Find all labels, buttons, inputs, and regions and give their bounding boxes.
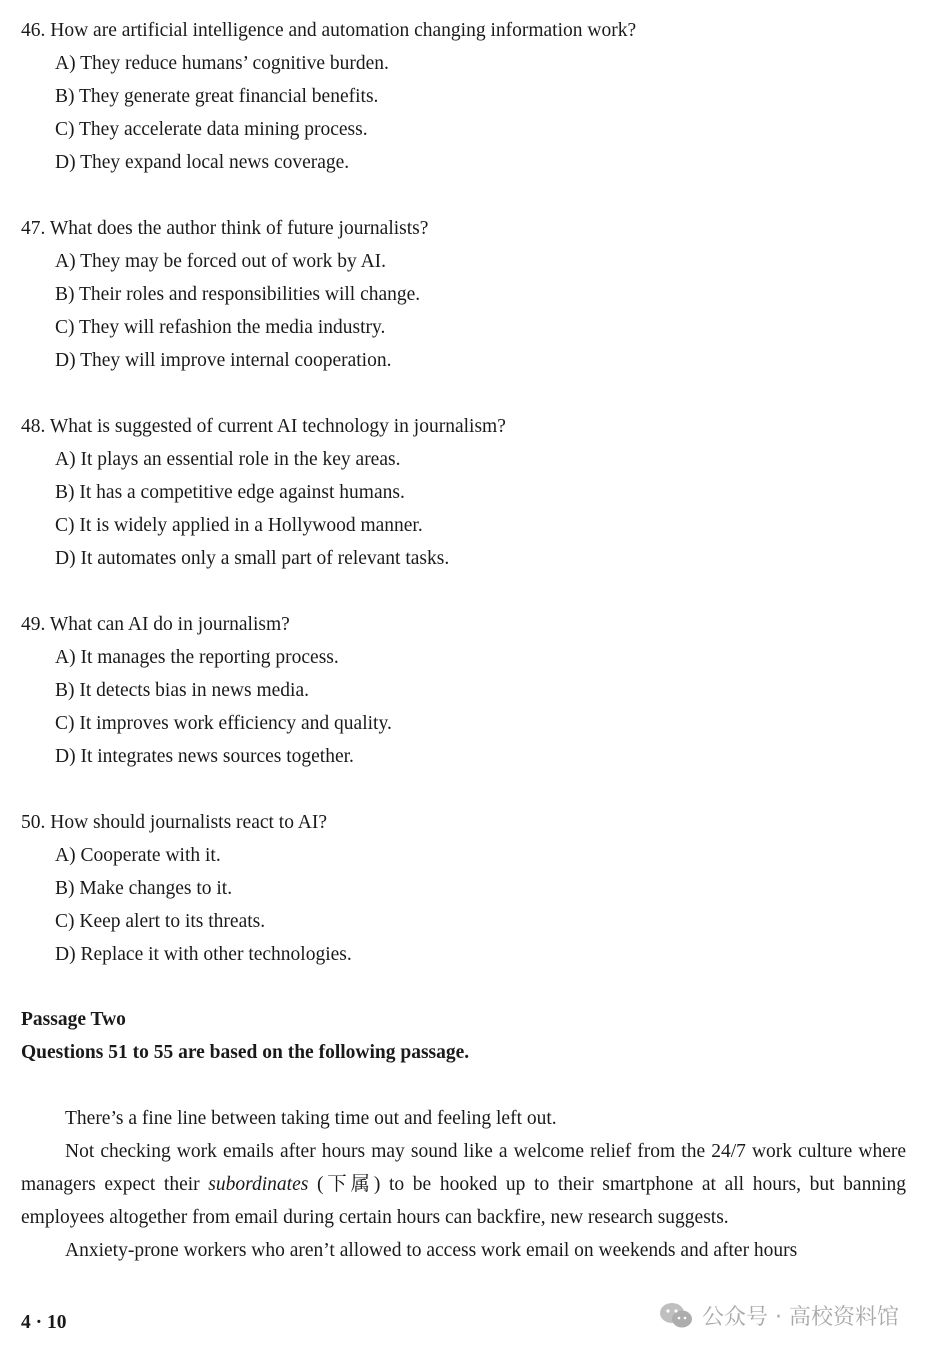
question-stem: 46. How are artificial intelligence and automation changing information work? bbox=[21, 20, 637, 41]
option-b: B) Their roles and responsibilities will change. bbox=[55, 284, 421, 305]
glossed-term: subordinates bbox=[208, 1174, 309, 1195]
option-a: A) It plays an essential role in the key areas. bbox=[55, 449, 401, 470]
question-46 bbox=[21, 14, 906, 179]
paragraph-3: Anxiety-prone workers who aren’t allowed to access work email on weekends and after hours bbox=[65, 1240, 798, 1261]
question-47 bbox=[21, 212, 906, 377]
page-number: 4 · 10 bbox=[21, 1312, 67, 1333]
question-48 bbox=[21, 410, 906, 575]
option-c: C) They accelerate data mining process. bbox=[55, 119, 368, 140]
option-a: A) They reduce humans’ cognitive burden. bbox=[55, 53, 389, 74]
option-c: C) It improves work efficiency and quality. bbox=[55, 713, 392, 734]
paragraph-2 bbox=[21, 1135, 906, 1234]
question-50 bbox=[21, 806, 906, 971]
option-d: D) It integrates news sources together. bbox=[55, 746, 354, 767]
chinese-gloss: (下属) bbox=[308, 1174, 389, 1195]
wechat-icon bbox=[658, 1301, 694, 1331]
option-a: A) It manages the reporting process. bbox=[55, 647, 339, 668]
question-stem: 50. How should journalists react to AI? bbox=[21, 812, 327, 833]
question-49 bbox=[21, 608, 906, 773]
passage-body bbox=[21, 1102, 906, 1267]
question-stem: 49. What can AI do in journalism? bbox=[21, 614, 290, 635]
paragraph-1: There’s a fine line between taking time out and feeling left out. bbox=[65, 1108, 557, 1129]
option-d: D) Replace it with other technologies. bbox=[55, 944, 352, 965]
option-d: D) They expand local news coverage. bbox=[55, 152, 350, 173]
option-d: D) They will improve internal cooperation. bbox=[55, 350, 392, 371]
option-a: A) They may be forced out of work by AI. bbox=[55, 251, 387, 272]
watermark-text: 公众号 · 高校资料馆 bbox=[702, 1305, 899, 1330]
option-b: B) It has a competitive edge against humans. bbox=[55, 482, 405, 503]
question-stem: 48. What is suggested of current AI technology in journalism? bbox=[21, 416, 506, 437]
option-b: B) They generate great financial benefits. bbox=[55, 86, 379, 107]
exam-page bbox=[21, 14, 906, 1267]
option-d: D) It automates only a small part of relevant tasks. bbox=[55, 548, 450, 569]
paragraph-2-text-end: to be hooked up to their smartphone at all hours, but banning employees altogether from email during certain hours can backfire, new research suggests. bbox=[21, 1174, 906, 1228]
option-b: B) It detects bias in news media. bbox=[55, 680, 309, 701]
passage-instruction: Questions 51 to 55 are based on the following passage. bbox=[21, 1042, 470, 1063]
watermark bbox=[658, 1300, 899, 1331]
option-b: B) Make changes to it. bbox=[55, 878, 233, 899]
paragraph-2-text-start: Not checking work emails after hours may sound like a welcome relief from the 24/7 work culture where managers expect their bbox=[21, 1141, 906, 1195]
option-c: C) They will refashion the media industry. bbox=[55, 317, 386, 338]
passage-heading-block bbox=[21, 1003, 906, 1069]
option-c: C) It is widely applied in a Hollywood manner. bbox=[55, 515, 423, 536]
option-a: A) Cooperate with it. bbox=[55, 845, 221, 866]
question-stem: 47. What does the author think of future journalists? bbox=[21, 218, 429, 239]
passage-title: Passage Two bbox=[21, 1009, 126, 1030]
option-c: C) Keep alert to its threats. bbox=[55, 911, 266, 932]
